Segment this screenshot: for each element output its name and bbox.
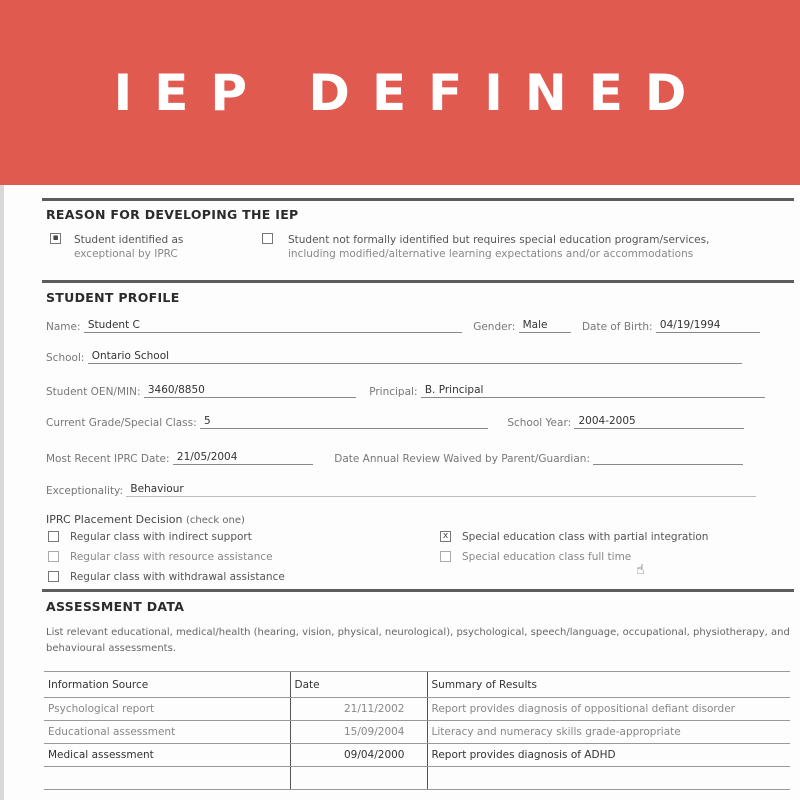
grade-label: Current Grade/Special Class:	[46, 417, 197, 429]
iep-form-document	[0, 185, 800, 800]
oen-field[interactable]: 3460/8850	[144, 384, 356, 398]
cell-source[interactable]: Medical assessment	[44, 744, 290, 767]
cell-date[interactable]: 09/04/2000	[290, 744, 427, 767]
dob-field[interactable]: 04/19/1994	[656, 319, 760, 333]
column-header-date: Date	[290, 672, 427, 698]
exceptionality-label: Exceptionality:	[46, 485, 124, 497]
school-field[interactable]: Ontario School	[88, 350, 742, 364]
column-header-source: Information Source	[44, 672, 290, 698]
reason-heading: REASON FOR DEVELOPING THE IEP	[46, 207, 299, 222]
waived-field[interactable]	[593, 451, 743, 465]
cell-summary[interactable]	[427, 767, 790, 790]
reason-not-identified-line1: Student not formally identified but requires special education program/services,	[288, 234, 710, 246]
reason-identified-label	[74, 233, 183, 261]
table-row	[44, 767, 790, 790]
name-label: Name:	[46, 321, 81, 333]
section-divider	[42, 280, 794, 283]
placement-heading-row	[46, 513, 245, 528]
placement-indirect-label: Regular class with indirect support	[70, 531, 252, 543]
table-row	[44, 744, 790, 767]
profile-heading: STUDENT PROFILE	[46, 290, 180, 305]
column-header-summary: Summary of Results	[427, 672, 790, 698]
reason-identified-checkbox[interactable]: ▪	[50, 233, 61, 244]
reason-identified-line1: Student identified as	[74, 234, 184, 246]
principal-label: Principal:	[369, 386, 418, 398]
name-field[interactable]: Student C	[84, 319, 462, 333]
placement-fulltime-checkbox[interactable]	[440, 551, 451, 562]
dob-label: Date of Birth:	[581, 321, 653, 333]
placement-resource-label: Regular class with resource assistance	[70, 551, 273, 563]
cell-source[interactable]: Educational assessment	[44, 721, 290, 744]
grade-row	[46, 415, 744, 429]
iprc-date-label: Most Recent IPRC Date:	[46, 453, 170, 465]
school-label: School:	[46, 352, 85, 364]
cell-summary[interactable]: Literacy and numeracy skills grade-appropriate	[427, 721, 790, 744]
cell-date[interactable]	[290, 767, 427, 790]
oen-label: Student OEN/MIN:	[46, 386, 141, 398]
cell-summary[interactable]: Report provides diagnosis of ADHD	[427, 744, 790, 767]
section-divider	[42, 198, 794, 201]
placement-withdrawal-label: Regular class with withdrawal assistance	[70, 571, 285, 583]
placement-resource-checkbox[interactable]	[48, 551, 59, 562]
table-row	[44, 698, 790, 721]
cell-source[interactable]: Psychological report	[44, 698, 290, 721]
school-year-label: School Year:	[507, 417, 572, 429]
gender-label: Gender:	[473, 321, 516, 333]
assessment-heading: ASSESSMENT DATA	[46, 599, 185, 614]
hand-cursor-icon: ☝	[636, 562, 645, 578]
cell-date[interactable]: 15/09/2004	[290, 721, 427, 744]
placement-heading: IPRC Placement Decision	[46, 513, 183, 526]
title-banner	[0, 0, 800, 185]
school-year-field[interactable]: 2004-2005	[574, 415, 744, 429]
table-header-row	[44, 672, 790, 698]
cell-summary[interactable]: Report provides diagnosis of oppositional defiant disorder	[427, 698, 790, 721]
exceptionality-field[interactable]: Behaviour	[126, 483, 756, 497]
table-row	[44, 721, 790, 744]
iprc-row	[46, 451, 743, 465]
placement-partial-label: Special education class with partial integration	[462, 531, 709, 543]
section-divider	[42, 589, 794, 592]
placement-fulltime-label: Special education class full time	[462, 551, 632, 563]
assessment-table	[44, 671, 790, 790]
gender-field[interactable]: Male	[519, 319, 571, 333]
name-row	[46, 319, 760, 333]
principal-field[interactable]: B. Principal	[421, 384, 765, 398]
grade-field[interactable]: 5	[200, 415, 488, 429]
cell-source[interactable]	[44, 767, 290, 790]
banner-title: IEP DEFINED	[113, 63, 709, 122]
reason-identified-line2: exceptional by IPRC	[74, 248, 178, 260]
oen-row	[46, 384, 765, 398]
assessment-description: List relevant educational, medical/health (hearing, vision, physical, neurological), psychological, speech/language, occupational, physiotherapy, and behavioural assessments.	[46, 627, 790, 654]
placement-partial-checkbox[interactable]: x	[440, 531, 451, 542]
placement-withdrawal-checkbox[interactable]	[48, 571, 59, 582]
school-row	[46, 350, 742, 364]
placement-indirect-checkbox[interactable]	[48, 531, 59, 542]
reason-not-identified-checkbox[interactable]	[262, 233, 273, 244]
exceptionality-row	[46, 483, 756, 497]
reason-not-identified-line2: including modified/alternative learning expectations and/or accommodations	[288, 248, 694, 260]
placement-hint: (check one)	[186, 515, 245, 526]
cell-date[interactable]: 21/11/2002	[290, 698, 427, 721]
reason-not-identified-label	[288, 233, 709, 261]
waived-label: Date Annual Review Waived by Parent/Guardian:	[334, 453, 590, 465]
iprc-date-field[interactable]: 21/05/2004	[173, 451, 313, 465]
